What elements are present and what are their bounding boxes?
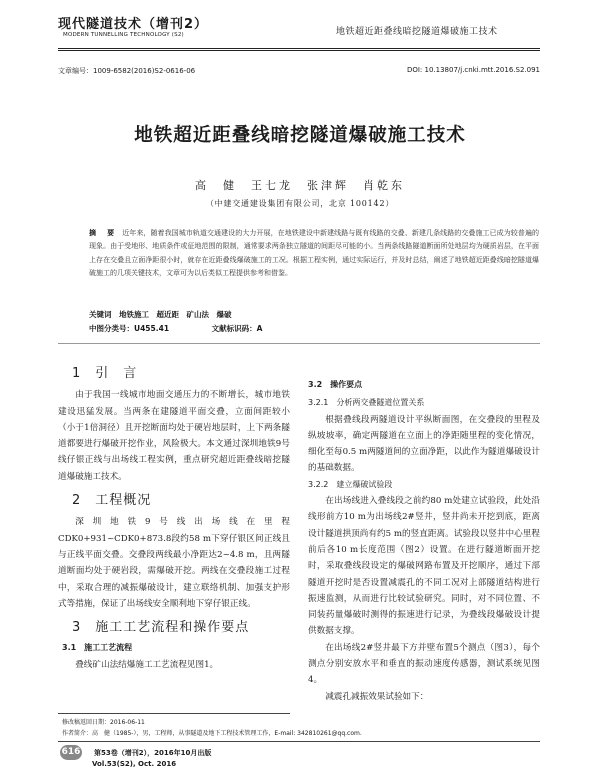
page-number: 616 xyxy=(60,745,82,760)
classification xyxy=(89,323,302,334)
left-column xyxy=(58,366,290,673)
paragraph: 由于我国一线城市地面交通压力的不断增长，城市地铁建设迅猛发展。当两条在建隧道平面交叠，立面间距较小（小于1倍洞径）且开挖断面均处于硬岩地层时，上下两条隧道都要进行爆破开挖作业，风险极大。本文通过深圳地铁9号线仔银正线与出场线工程实例，重点研究超近距叠线暗挖隧道爆破施工技术。 xyxy=(58,390,290,482)
header-rule xyxy=(58,50,540,51)
section-heading: 3 施工工艺流程和操作要点 xyxy=(72,620,250,636)
paper-title: 地铁超近距叠线暗挖隧道爆破施工技术 xyxy=(134,125,466,146)
paragraph: 深圳地铁9号线出场线在里程CDK0+931~CDK0+873.8段约58 m下穿仔银区间正线且与正线平面交叠。交叠段两线最小净距达2~4.8 m，且两隧道断面均处于硬岩段，需爆破开挖。两线在交叠段施工过程中，采取合理的减振爆破设计，建立联络机制、加强支护形式等措施，保证了出场线安全顺利地下穿仔银正线。 xyxy=(58,517,290,609)
header-rule xyxy=(58,48,540,49)
paragraph: 在出场线进入叠线段之前约80 m处建立试验段，此处沿线形前方10 m为出场线2#竖井，竖井尚未开挖到底，距离设计隧道拱顶尚有约5 m的竖直距离。试验段以竖井中心里程前后各10 m长度范围（图2）设置。在进行隧道断面开挖时，采取叠线段设定的爆破网路布置及开挖顺序，通过下部隧道开挖时是否设置减震孔的不同工况对上部隧道结构进行振速监测，从而进行比较试验研究。同时，对不同位置、不同装药量爆破时测得的振速进行记录，为叠线段爆破设计提供数据支撑。 xyxy=(308,496,540,637)
received-date: 修改稿返回日期：2016-06-11 xyxy=(62,719,145,726)
abstract xyxy=(89,227,539,280)
footer-rule xyxy=(58,741,540,742)
abstract-label: 摘 要 xyxy=(89,229,117,237)
issue-info: 第53卷（增刊2），2016年10月出版 xyxy=(94,749,212,757)
journal-english-title: MODERN TUNNELLING TECHNOLOGY (S2) xyxy=(63,32,184,38)
authors: 高 健 王七龙 张津辉 肖乾东 xyxy=(195,179,405,192)
document-code: 文献标识码：A xyxy=(211,324,263,333)
footnote-rule xyxy=(58,713,290,714)
abstract-text: 近年来，随着我国城市轨道交通建设的大力开展，在地铁建设中新建线路与既有线路的交叠、新建几条线路的交叠施工已成为较普遍的现象。由于受地形、地质条件或征地范围的限制，通常要求两条独立隧道的间距尽可能的小。当两条线路隧道断面所处地层均为硬质岩层，在平面上存在交叠且立面净距很小时，就存在近距叠线爆破施工的工况。根据工程实例，通过实际运行，并及时总结，阐述了地铁超近距叠线暗挖隧道爆破施工的几项关键技术，文章可为以后类似工程提供参考和借鉴。 xyxy=(89,229,540,277)
section-rule xyxy=(58,343,540,344)
paragraph: 叠线矿山法结爆施工工艺流程见图1。 xyxy=(75,659,219,670)
affiliation: （中建交通建设集团有限公司，北京 100142） xyxy=(205,199,395,208)
section-heading: 1 引 言 xyxy=(72,366,138,381)
volume-info: Vol.53(S2), Oct. 2016 xyxy=(92,760,177,768)
subsection-heading: 3.1 施工工艺流程 xyxy=(62,643,133,653)
paragraph: 根据叠线段两隧道设计平纵断面图，在交叠段的里程及纵坡坡率，确定两隧道在立面上的净距随里程的变化情况，细化至每0.5 m两隧道间的立面净距，以此作为隧道爆破设计的基础数据。 xyxy=(308,414,540,474)
author-intro: 作者简介：高 健（1985-），男，工程师，从事隧道及地下工程技术管理工作，E-mail: 342810261@qq.com. xyxy=(62,730,362,737)
journal-title: 现代隧道技术（增刊2） xyxy=(58,17,209,32)
subsection-heading: 3.2 操作要点 xyxy=(308,380,363,389)
subsubsection-heading: 3.2.1 分析两交叠隧道位置关系 xyxy=(308,398,425,408)
class-number: 中图分类号：U455.41 xyxy=(89,324,170,333)
right-column xyxy=(308,377,540,705)
keywords: 关键词 地铁施工 超近距 矿山法 爆破 xyxy=(89,310,232,319)
section-heading: 2 工程概况 xyxy=(72,493,152,509)
subsubsection-heading: 3.2.2 建立爆破试验段 xyxy=(308,479,393,489)
article-number: 文章编号：1009-6582(2016)S2-0616-06 xyxy=(58,67,196,75)
paragraph: 在出场线2#竖井最下方并壁布置5个测点（图3），每个测点分别安放水平和垂直的振动速度传感器，测试系统见图4。 xyxy=(308,642,540,686)
paragraph: 减震孔减振效果试验如下： xyxy=(325,691,429,702)
running-head: 地铁超近距叠线暗挖隧道爆破施工技术 xyxy=(336,27,498,37)
doi: DOI: 10.13807/j.cnki.mtt.2016.S2.091 xyxy=(406,66,540,74)
